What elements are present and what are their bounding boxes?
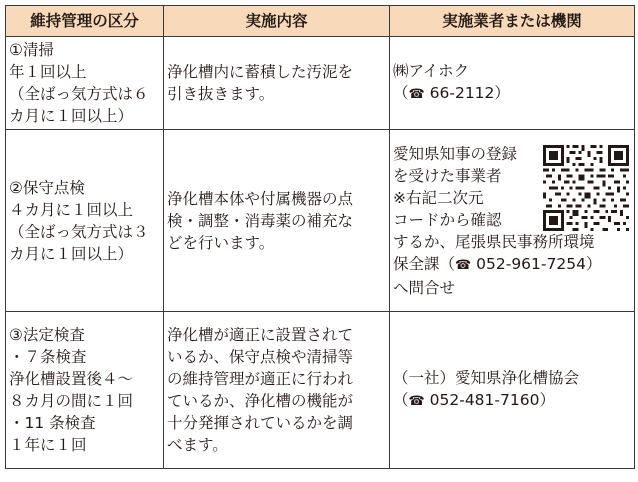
text-line: ているか、浄化槽の機能が <box>167 392 354 410</box>
phone-number <box>393 82 631 106</box>
tel-prefix: 保全課（ <box>393 254 456 273</box>
text-line: ８カ月の間に１回 <box>9 392 134 410</box>
cell-content <box>164 312 390 469</box>
text-line: （全ばっ気方式は６ <box>9 85 149 103</box>
telephone-icon: ☎ <box>455 257 472 273</box>
text-line: 浄化槽内に蓄積した汚泥を <box>167 63 354 81</box>
provider-name: （一社）愛知県浄化槽協会 <box>393 369 580 387</box>
phone-number <box>393 253 631 277</box>
cell-category <box>6 37 164 130</box>
text-line: コードから確認 <box>393 210 502 229</box>
text-line: ・11 条検査 <box>9 414 96 432</box>
text-line: するか、尾張県民事務所環境 <box>393 232 595 251</box>
qr-text <box>393 143 543 231</box>
cell-content <box>164 37 390 130</box>
text-line: 十分発揮されているかを調 <box>167 414 354 432</box>
table-row-inspection <box>6 130 635 312</box>
text-line: ※右記二次元 <box>393 188 484 207</box>
text-line: ４カ月に１回以上 <box>9 200 134 219</box>
cell-provider <box>390 37 635 130</box>
text-line: の維持管理が適正に行われ <box>167 370 354 388</box>
text-line: へ問合せ <box>393 278 456 297</box>
maintenance-table <box>5 5 635 469</box>
text-line: いるか、保守点検や清掃等 <box>167 348 354 366</box>
cell-category <box>6 130 164 312</box>
text-line: カ月に１回以上） <box>9 244 134 263</box>
header-row <box>6 6 635 37</box>
cell-provider <box>390 312 635 469</box>
table-row-legal-inspection <box>6 312 635 469</box>
table-row-cleaning <box>6 37 635 130</box>
text-line: 引き抜きます。 <box>167 85 275 103</box>
cell-provider <box>390 130 635 312</box>
text-line: 愛知県知事の登録 <box>393 144 518 163</box>
telephone-icon: ☎ <box>408 87 425 102</box>
text-line: 浄化槽本体や付属機器の点 <box>167 189 354 208</box>
text-line: ①清掃 <box>9 41 54 59</box>
text-line: （全ばっ気方式は３ <box>9 222 149 241</box>
text-line: どを行います。 <box>167 233 275 252</box>
provider-name: ㈱アイホク <box>393 62 470 80</box>
phone-number <box>393 389 631 413</box>
telephone-icon: ☎ <box>408 394 425 409</box>
tel-prefix: （ <box>393 84 409 102</box>
header-content: 実施内容 <box>164 6 390 37</box>
text-line: 検・調整・消毒薬の補充な <box>167 211 354 230</box>
text-line: ・７条検査 <box>9 348 87 366</box>
text-line: 浄化槽設置後４～ <box>9 370 134 388</box>
text-line: ②保守点検 <box>9 178 85 197</box>
header-category: 維持管理の区分 <box>6 6 164 37</box>
cell-content <box>164 130 390 312</box>
tel-number: 66-2112） <box>424 84 510 102</box>
text-line: カ月に１回以上） <box>9 107 134 125</box>
text-line: ③法定検査 <box>9 326 85 344</box>
text-line: を受けた事業者 <box>393 166 502 185</box>
tel-prefix: （ <box>393 391 409 409</box>
header-provider: 実施業者または機関 <box>390 6 635 37</box>
text-line: べます。 <box>167 436 228 454</box>
qr-section <box>393 143 631 231</box>
text-line: 浄化槽が適正に設置されて <box>167 326 354 344</box>
cell-category <box>6 312 164 469</box>
text-line: １年に１回 <box>9 436 87 454</box>
text-line: 年１回以上 <box>9 63 87 81</box>
tel-number: 052-961-7254） <box>471 254 602 273</box>
qr-code-icon[interactable] <box>543 145 629 231</box>
tel-number: 052-481-7160） <box>424 391 555 409</box>
